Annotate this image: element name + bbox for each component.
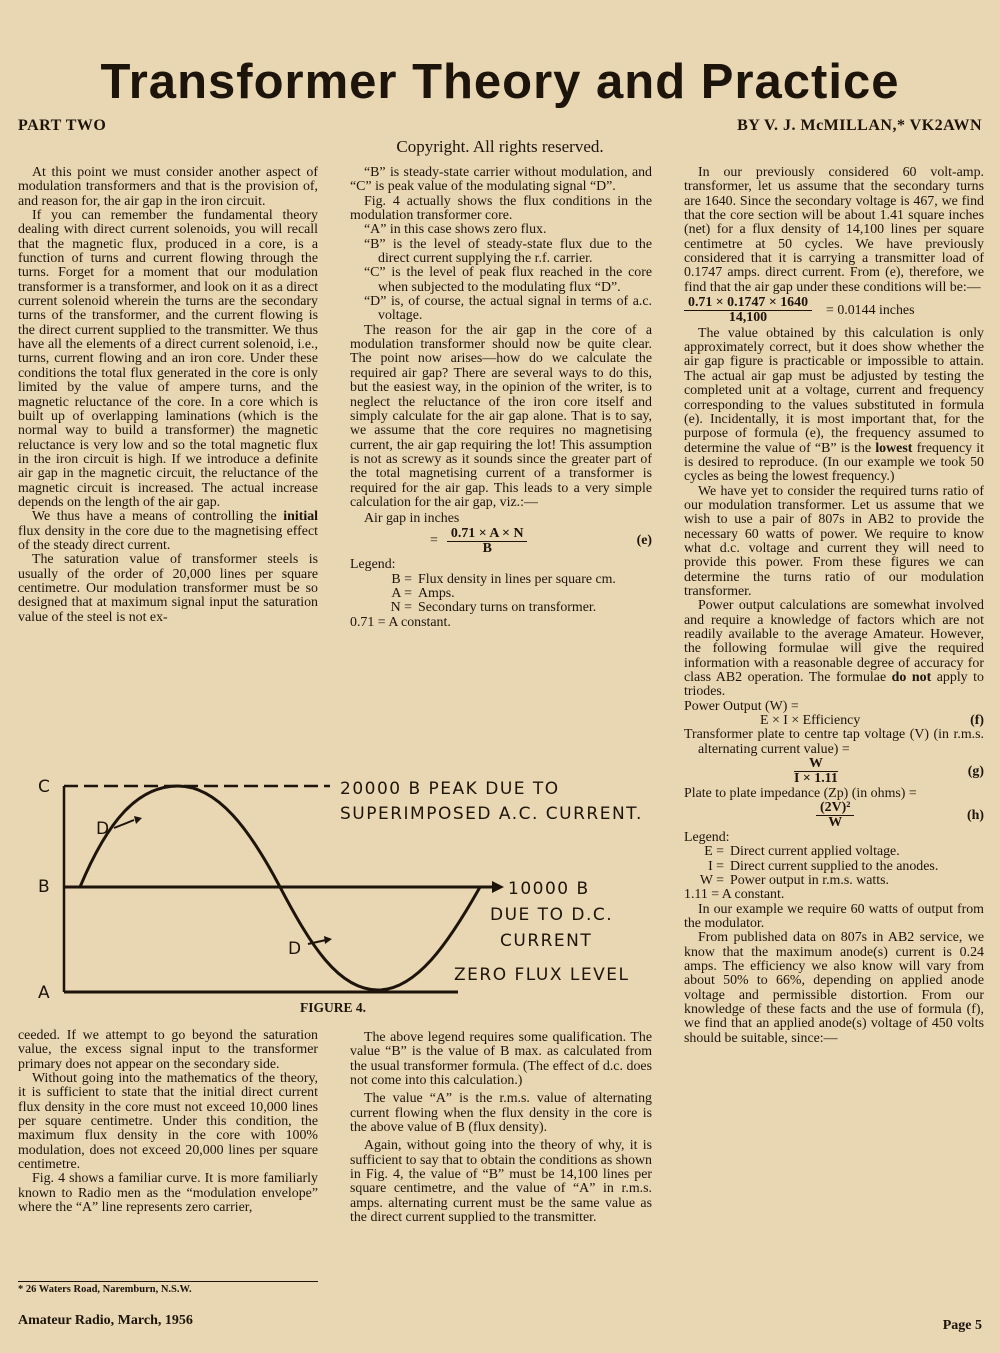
figure-label-d-lower: D bbox=[288, 939, 303, 959]
equation-fraction: $\frac{0.71 \times A \times N}{B}$ bbox=[447, 527, 528, 557]
list-item: “C” is the level of peak flux reached in the core when subjected to the modulating flux “D”. bbox=[364, 265, 652, 295]
figure-note-peak-2: SUPERIMPOSED A.C. CURRENT. bbox=[340, 804, 643, 824]
paragraph: From published data on 807s in AB2 service, we know that the maximum anode(s) current is 0.24 amps. The efficiency we also know will vary from about 50% to 66%, depending on applied anode voltage and permissible distortion. From our knowledge of these facts and the use of formula (f), we find that an applied anode(s) voltage of 450 volts should be suitable, since:— bbox=[684, 930, 984, 1046]
figure-note-dc: 10000 B bbox=[508, 879, 590, 899]
paragraph: If you can remember the fundamental theory dealing with direct current solenoids, you will recall that the magnetic flux, produced in a core, is a function of turns and current flowing through the turns. Forget for a moment that our modulation transformer is a transformer, and look on it as a direct current solenoid wherein the turns are the secondary turns of the transformer, and the current flowing is the direct current supplied to the transmitter. We thus have all the elements of a direct current solenoid, i.e., turns, current flowing and an iron core. Under these conditions the total flux generated in the core is only limited by the value of ampere turns, and the magnetic reluctance of the core. In a core which is built up of overlapping laminations (which is the normal way to build a transformer) the magnetic reluctance is very low and so the total magnetic flux in the iron circuit is high. If we introduce a definite air gap in the magnetic circuit, the reluctance of the magnetic circuit is increased. The actual increase depends on the length of the air gap. bbox=[18, 208, 318, 510]
figure-label-d-upper: D bbox=[96, 819, 111, 839]
constant-note: 0.71 = A constant. bbox=[350, 614, 451, 630]
paragraph: ceeded. If we attempt to go beyond the saturation value, the excess signal input to the transformer primary does not appear on the secondary side. bbox=[18, 1028, 318, 1072]
formula-g: $\frac{W}{I \times 1.11}$ (g) bbox=[794, 756, 984, 787]
figure-label-a: A bbox=[38, 983, 52, 1003]
figure-4-diagram bbox=[18, 770, 658, 1005]
paragraph: We have yet to consider the required turns ratio of our modulation transformer. Let us assume that we wish to use a pair of 807s in AB2 to provide the necessary 60 watts of power. We require to know what d.c. voltage and current they will need to provide this power. From these figures we can determine the turns ratio of our modulation transformer. bbox=[684, 483, 984, 599]
legend-row: I = Direct current supplied to the anodes. bbox=[708, 858, 939, 874]
column-2 bbox=[350, 166, 652, 630]
column-5 bbox=[350, 1031, 652, 1225]
legend-title: Legend: bbox=[350, 557, 396, 573]
legend-row: N = Secondary turns on transformer. bbox=[390, 600, 597, 616]
figure-label-c: C bbox=[38, 777, 52, 797]
list-item: “D” is, of course, the actual signal in terms of a.c. voltage. bbox=[364, 294, 652, 324]
author-byline: BY V. J. McMILLAN,* VK2AWN bbox=[737, 117, 982, 134]
part-label: PART TWO bbox=[18, 117, 107, 134]
paragraph: At this point we must consider another aspect of modulation transformers and that is the provision of, and reason for, the air gap in the iron circuit. bbox=[18, 165, 318, 209]
list-item: “A” in this case shows zero flux. bbox=[364, 222, 547, 238]
equation-label: Air gap in inches bbox=[364, 511, 460, 527]
publication-footer: Amateur Radio, March, 1956 bbox=[18, 1313, 193, 1328]
equation-e: = $\frac{0.71 \times A \times N}{B}$ (e) bbox=[430, 525, 652, 556]
copyright-notice: Copyright. All rights reserved. bbox=[396, 137, 604, 156]
paragraph: Fig. 4 actually shows the flux conditions in the modulation transformer core. bbox=[350, 193, 652, 224]
column-3 bbox=[684, 166, 984, 1046]
article-title: Transformer Theory and Practice bbox=[100, 55, 900, 109]
paragraph: Without going into the mathematics of the theory, it is sufficient to state that the initial direct current flux density in the core must not exceed 10,000 lines per square centimetre. Under this condition, the maximum flux density in the core with 100% modulation, does not exceed 20,000 lines per square centimetre. bbox=[18, 1071, 318, 1173]
emphasis: initial bbox=[283, 509, 318, 525]
paragraph: The saturation value of transformer steels is usually of the order of 20,000 lines per square centimetre. Our modulation transformer must be so designed that at maximum signal input the saturation value of the steel is not ex- bbox=[18, 552, 318, 625]
figure-label-b: B bbox=[38, 877, 52, 897]
paragraph: We thus have a means of controlling the initial flux density in the core due to the magnetising effect of the steady direct current. bbox=[18, 509, 318, 553]
figure-note-dc-2: DUE TO D.C. bbox=[490, 905, 614, 925]
formula-h-label: Plate to plate impedance (Zp) (in ohms) = bbox=[684, 785, 917, 801]
paragraph: The value “A” is the r.m.s. value of alternating current flowing when the flux density in the core is the above value of B (flux density). bbox=[350, 1091, 652, 1136]
paragraph: Again, without going into the theory of why, it is sufficient to say that to obtain the conditions as shown in Fig. 4, the value of “B” must be 14,100 lines per square centimetre, and the value of “A” in r.m.s. amps. alternating current must be the same value as the direct current supplied to the transmitter. bbox=[350, 1138, 652, 1226]
paragraph: The value obtained by this calculation is only approximately correct, but it does show whether the air gap figure is practicable or impossible to attain. The actual air gap must be adjusted by testing the completed unit at a voltage, current and frequency corresponding to the values substituted in formula (e). Incidentally, it is most important that, for the purpose of formula (e), the frequency assumed to determine the value of “B” is the lowest frequency it is desired to reproduce. (In our example we took 50 cycles as being the lowest frequency.) bbox=[684, 325, 985, 485]
emphasis: do not bbox=[891, 670, 932, 686]
figure-note-dc-3: CURRENT bbox=[500, 931, 593, 951]
paragraph: In our example we require 60 watts of output from the modulator. bbox=[684, 901, 984, 931]
formula-f: E × I × Efficiency (f) bbox=[760, 713, 984, 729]
paragraph: “B” is steady-state carrier without modulation, and “C” is peak value of the modulating signal “D”. bbox=[350, 165, 652, 195]
author-footnote: * 26 Waters Road, Naremburn, N.S.W. bbox=[18, 1281, 318, 1295]
legend-row: B = Flux density in lines per square cm. bbox=[391, 571, 616, 587]
paragraph: The above legend requires some qualification. The value “B” is the value of B max. as calculated from the usual transformer formula. (The effect of d.c. does not come into this calculation.) bbox=[350, 1030, 652, 1089]
paragraph: Power output calculations are somewhat involved and require a knowledge of factors which are not readily available to the average Amateur. However, the following formulae will give the required information with a reasonable degree of accuracy for class AB2 operation. The formulae do not apply to triodes. bbox=[684, 598, 984, 700]
page-number: Page 5 bbox=[942, 1318, 982, 1333]
air-gap-calculation: $\frac{0.71 \times 0.1747 \times 1640}{14,100}$ = 0.0144 inches bbox=[684, 296, 984, 326]
column-1 bbox=[18, 166, 318, 625]
paragraph: The reason for the air gap in the core of a modulation transformer should now be quite clear. The point now arises—how do we calculate the required air gap? There are several ways to do this, but the easiest way, in the opinion of the writer, is to neglect the reluctance of the iron core itself and simply calculate for the air gap alone. That is to say, we assume that the core requires no magnetising current, the air gap requiring the lot! This assumption is not as screwy as it sounds since the greater part of the total magnetising current of a transformer is required for the air gap. This leads to a very simple calculation for the air gap, viz.:— bbox=[350, 322, 652, 510]
paragraph: In our previously considered 60 volt-amp. transformer, let us assume that the secondary turns are 1640. Since the secondary voltage is 467, we find that the core section will be about 1.41 square inches (net) for a flux density of 14,100 lines per square centimetre at 50 cycles. We have previously considered that it is carrying a transmitter load of 0.1747 amps. direct current. From (e), therefore, we find that the air gap under these conditions will be:— bbox=[684, 165, 984, 295]
legend-row: W = Power output in r.m.s. watts. bbox=[699, 872, 889, 888]
formula-g-label: Transformer plate to centre tap voltage (V) (in r.m.s. alternating current value) = bbox=[684, 727, 984, 757]
paragraph: Fig. 4 shows a familiar curve. It is more familiarly known to Radio men as the “modulation envelope” where the “A” line represents zero carrier, bbox=[18, 1171, 318, 1216]
equation-tag: (e) bbox=[636, 533, 652, 549]
figure-note-zero: ZERO FLUX LEVEL bbox=[454, 965, 630, 985]
formula-f-label: Power Output (W) = bbox=[684, 698, 799, 714]
legend-title: Legend: bbox=[684, 829, 730, 845]
figure-note-peak: 20000 B PEAK DUE TO bbox=[340, 779, 560, 799]
emphasis: lowest bbox=[875, 440, 913, 456]
formula-h: $\frac{\text{(2V)²}}{W}$ (h) bbox=[684, 801, 984, 831]
constant-note: 1.11 = A constant. bbox=[684, 887, 785, 903]
figure-caption: FIGURE 4. bbox=[300, 1000, 367, 1015]
legend-row: A = Amps. bbox=[391, 585, 455, 601]
list-item: “B” is the level of steady-state flux due to the direct current supplying the r.f. carrier. bbox=[364, 236, 652, 267]
column-4 bbox=[18, 1029, 318, 1215]
legend-row: E = Direct current applied voltage. bbox=[704, 844, 900, 860]
